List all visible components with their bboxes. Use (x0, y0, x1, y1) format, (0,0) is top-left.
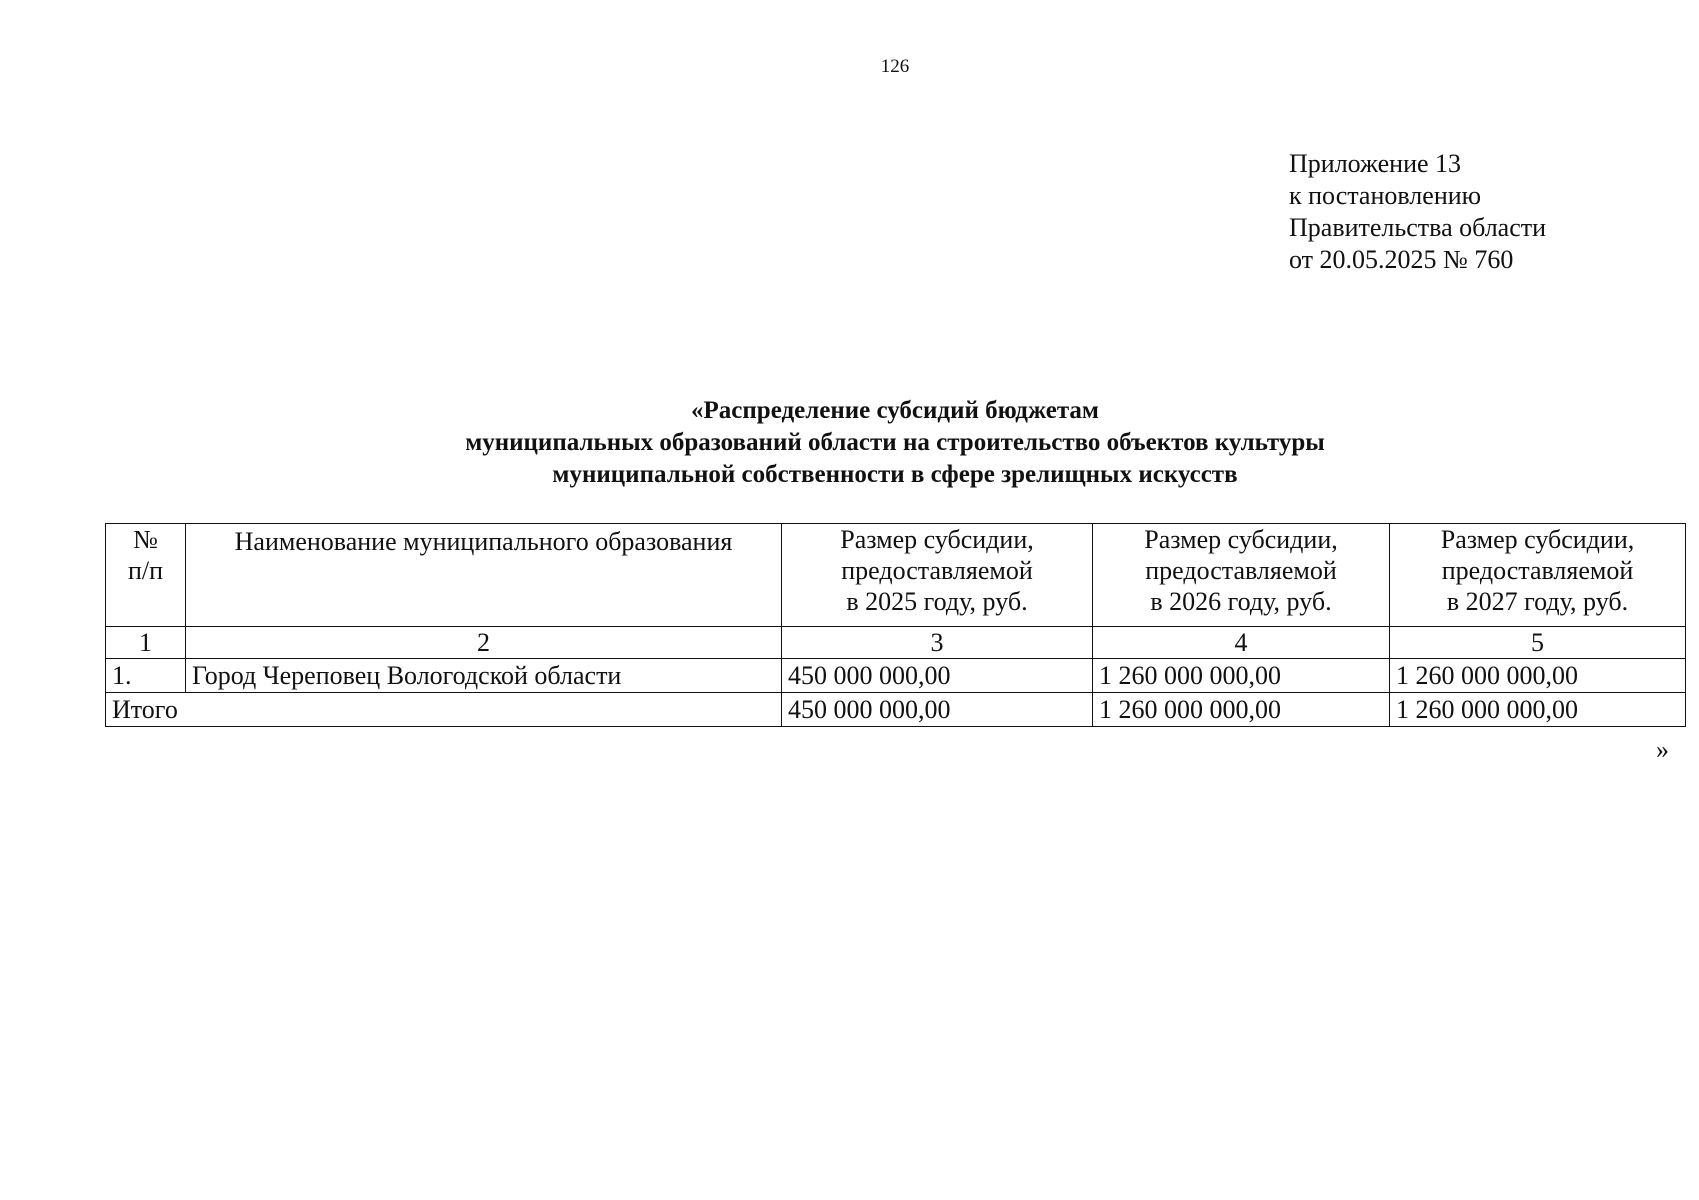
appendix-line-2: к постановлению (1289, 181, 1482, 210)
appendix-line-3: Правительства области (1289, 213, 1547, 242)
column-number-row (106, 627, 1686, 659)
title-line-2: муниципальных образований области на строительство объектов культуры (465, 429, 1325, 456)
appendix-block (1289, 148, 1546, 276)
column-number: 5 (1390, 627, 1686, 659)
document-title (0, 395, 1699, 491)
row-name: Город Череповец Вологодской области (186, 659, 782, 693)
header-2027-line-2: предоставляемой (1441, 556, 1634, 585)
appendix-line-4: от 20.05.2025 № 760 (1289, 245, 1514, 274)
header-num-line-2: п/п (127, 556, 164, 585)
title-line-1: «Распределение субсидий бюджетам (691, 397, 1099, 424)
closing-quote: » (1656, 735, 1669, 764)
header-num-line-1: № (133, 525, 158, 554)
header-2025-line-2: предоставляемой (841, 556, 1033, 585)
title-line-3: муниципальной собственности в сфере зрелищных искусств (552, 461, 1238, 488)
total-2025: 450 000 000,00 (782, 693, 1093, 727)
table-header-row (106, 524, 1686, 627)
subsidy-table (105, 523, 1686, 727)
column-number: 1 (106, 627, 186, 659)
column-number: 2 (186, 627, 782, 659)
row-2027: 1 260 000 000,00 (1390, 659, 1686, 693)
total-2027: 1 260 000 000,00 (1390, 693, 1686, 727)
header-2025-line-1: Размер субсидии, (840, 525, 1034, 554)
row-2025: 450 000 000,00 (782, 659, 1093, 693)
header-2026-line-3: в 2026 году, руб. (1150, 587, 1332, 616)
appendix-line-1: Приложение 13 (1289, 149, 1462, 178)
header-2027 (1390, 524, 1686, 627)
header-2027-line-3: в 2027 году, руб. (1446, 587, 1629, 616)
header-2027-line-1: Размер субсидии, (1440, 525, 1635, 554)
header-name: Наименование муниципального образования (186, 524, 782, 627)
column-number: 3 (782, 627, 1093, 659)
row-2026: 1 260 000 000,00 (1093, 659, 1390, 693)
header-2025-line-3: в 2025 году, руб. (846, 587, 1028, 616)
header-2025 (782, 524, 1093, 627)
column-number: 4 (1093, 627, 1390, 659)
header-num (106, 524, 186, 627)
header-2026-line-1: Размер субсидии, (1144, 525, 1338, 554)
header-2026-line-2: предоставляемой (1145, 556, 1337, 585)
table-row (106, 659, 1686, 693)
header-2026 (1093, 524, 1390, 627)
row-num: 1. (106, 659, 186, 693)
page-number: 126 (880, 56, 910, 77)
total-row (106, 693, 1686, 727)
total-2026: 1 260 000 000,00 (1093, 693, 1390, 727)
total-label: Итого (106, 693, 782, 727)
